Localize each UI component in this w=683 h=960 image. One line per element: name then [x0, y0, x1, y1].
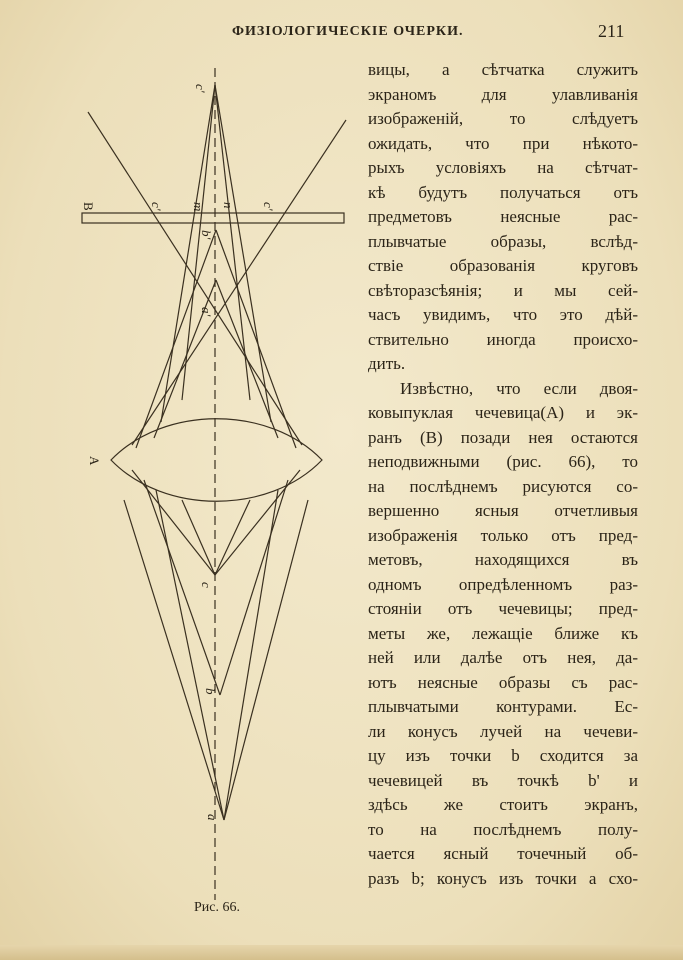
text-line: рыхъ условiяхъ на сѣтчат-: [368, 158, 638, 177]
text-line: ствительно иногда происхо-: [368, 329, 638, 349]
figure-66: [74, 60, 364, 910]
text-line: вершенно ясныя отчетливыя: [368, 501, 638, 520]
label-point-b: b: [203, 688, 218, 695]
text-line: ней или далѣе отъ нея, да-: [368, 648, 638, 667]
text-line: кѣ будутъ получаться отъ: [368, 182, 638, 202]
text-line: ранъ (В) позади нея остаются: [368, 427, 638, 447]
ray: [136, 230, 216, 448]
ray: [216, 280, 278, 438]
label-screen-b: B: [81, 202, 96, 211]
page-number: 211: [598, 21, 625, 41]
text-line: ли конусъ лучей на чечеви-: [368, 721, 638, 741]
text-line: ствiе образованiя круговъ: [368, 256, 638, 275]
text-line: стоянiи отъ чечевицы; пред-: [368, 599, 638, 618]
text-line: одномъ опредѣленномъ раз-: [368, 574, 638, 594]
text-line: неподвижными (рис. 66), то: [368, 452, 638, 471]
label-screen-mark-1: c': [149, 202, 164, 211]
text-line: на послѣднемъ рисуются со-: [368, 476, 638, 496]
text-line: чечевицей въ точкѣ b' и: [368, 770, 638, 790]
ray: [216, 230, 296, 448]
label-screen-mark-2: m: [191, 202, 206, 212]
text-line: метовъ, находящихся въ: [368, 550, 638, 569]
text-line: плывчатые образы, вслѣд-: [368, 231, 638, 251]
running-head: ФИЗIОЛОГИЧЕСКIЕ ОЧЕРКИ.: [232, 24, 464, 39]
text-line: вицы, а сѣтчатка служитъ: [368, 60, 638, 79]
text-line: то на послѣднемъ полу-: [368, 819, 638, 839]
text-line: ютъ неясные образы съ рас-: [368, 672, 638, 692]
label-a-prime: a': [199, 307, 214, 317]
text-line: плывчатыми контурами. Ес-: [368, 697, 638, 716]
label-top-point: c': [193, 84, 208, 93]
figure-caption: Рис. 66.: [194, 900, 240, 915]
ray: [124, 500, 224, 820]
label-screen-mark-4: c': [261, 202, 276, 211]
text-line: часъ увидимъ, что это дѣй-: [368, 305, 638, 324]
ray: [132, 470, 215, 575]
text-line: цу изъ точки b сходится за: [368, 746, 638, 765]
ray: [220, 480, 288, 695]
label-screen-mark-3: n: [221, 202, 236, 209]
text-line: Извѣстно, что если двоя-: [400, 378, 638, 398]
text-line: дить.: [368, 354, 406, 373]
screen-b: [82, 213, 344, 223]
label-lens-a: A: [87, 456, 102, 466]
label-point-c: c: [199, 582, 214, 588]
text-line: здѣсь же стоитъ экранъ,: [368, 795, 638, 814]
ray: [182, 500, 215, 575]
optics-diagram: [74, 60, 364, 910]
page-bottom-edge: [0, 945, 683, 960]
text-line: предметовъ неясные рас-: [368, 207, 638, 226]
ray: [154, 280, 216, 438]
text-line: экраномъ для улавливанiя: [368, 84, 638, 104]
ray: [215, 470, 300, 575]
text-line: свѣторазсѣянiя; и мы сей-: [368, 280, 638, 300]
text-line: изображенiя только отъ пред-: [368, 525, 638, 545]
ray: [132, 120, 346, 445]
text-line: изображенiй, то слѣдуетъ: [368, 109, 638, 128]
text-line: ковыпуклая чечевица(А) и эк-: [368, 403, 638, 422]
text-line: чается ясный точечный об-: [368, 844, 638, 863]
text-line: разъ b; конусъ изъ точки а схо-: [368, 868, 638, 888]
text-line: меты же, лежащiе ближе къ: [368, 623, 638, 643]
body-text: [368, 58, 638, 891]
page-header: [0, 18, 683, 46]
label-b-prime: b': [199, 230, 214, 240]
label-point-a: a: [205, 814, 220, 821]
text-line: ожидать, что при нѣкото-: [368, 133, 638, 153]
ray: [156, 490, 224, 820]
ray: [215, 85, 271, 422]
